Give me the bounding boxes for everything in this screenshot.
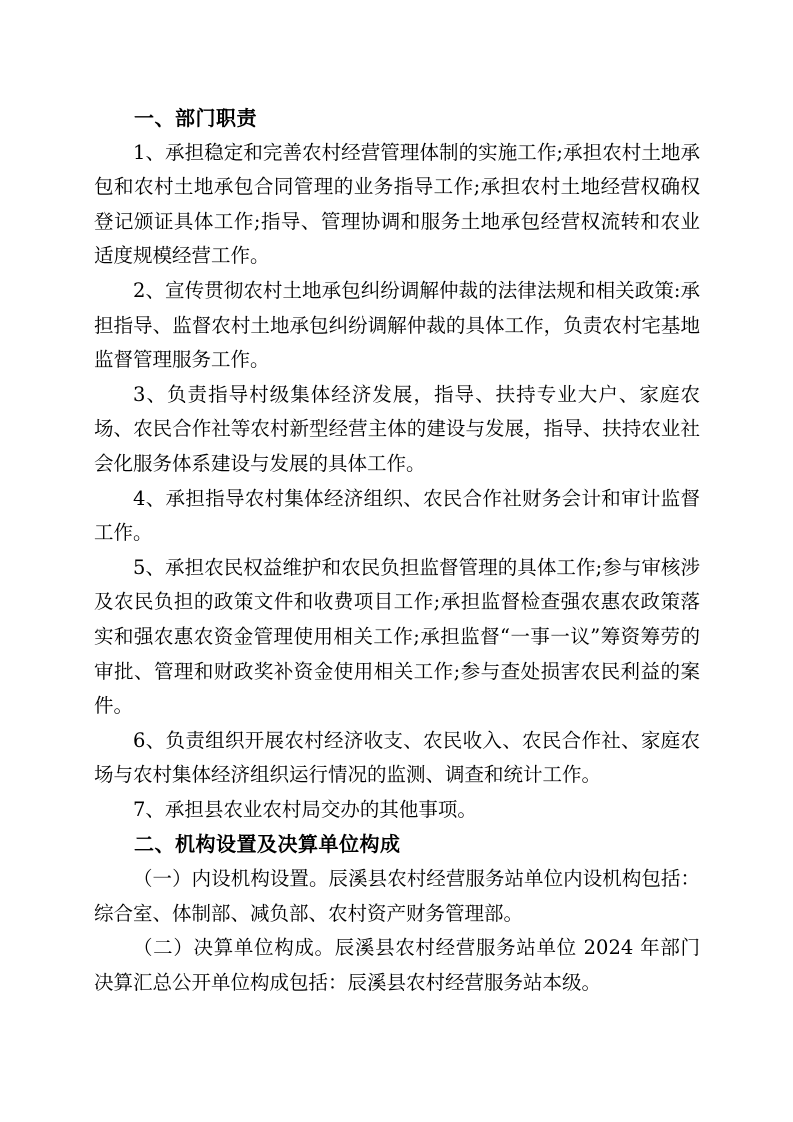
section-heading-organization: 二、机构设置及决算单位构成 (134, 832, 401, 857)
duty-paragraph-4: 4、承担指导农村集体经济组织、农民合作社财务会计和审计监督工作。 (94, 486, 700, 545)
duty-paragraph-1: 1、承担稳定和完善农村经营管理体制的实施工作;承担农村土地承包和农村土地承包合同管理的业务指导工作;承担农村土地经营权确权登记颁证具体工作;指导、管理协调和服务土地承包经营权流转和农业适度规模经营工作。 (94, 140, 700, 268)
duty-paragraph-6: 6、负责组织开展农村经济收支、农民收入、农民合作社、家庭农场与农村集体经济组织运行情况的监测、调查和统计工作。 (94, 728, 700, 787)
document-content (94, 101, 700, 1000)
organization-paragraph-2: （二）决算单位构成。辰溪县农村经营服务站单位 2024 年部门决算汇总公开单位构成包括：辰溪县农村经营服务站本级。 (94, 936, 700, 994)
organization-paragraph-1: （一）内设机构设置。辰溪县农村经营服务站单位内设机构包括：综合室、体制部、减负部、农村资产财务管理部。 (94, 867, 700, 925)
duty-paragraph-7: 7、承担县农业农村局交办的其他事项。 (133, 797, 477, 821)
duty-paragraph-3: 3、负责指导村级集体经济发展，指导、扶持专业大户、家庭农场、农民合作社等农村新型经营主体的建设与发展，指导、扶持农业社会化服务体系建设与发展的具体工作。 (94, 382, 700, 475)
duty-paragraph-5: 5、承担农民权益维护和农民负担监督管理的具体工作;参与审核涉及农民负担的政策文件和收费项目工作;承担监督检查强农惠农政策落实和强农惠农资金管理使用相关工作;承担监督“一事一议”筹资筹劳的审批、管理和财政奖补资金使用相关工作;参与查处损害农民利益的案件。 (94, 555, 700, 718)
section-heading-duties: 一、部门职责 (134, 106, 257, 130)
duty-paragraph-2: 2、宣传贯彻农村土地承包纠纷调解仲裁的法律法规和相关政策:承担指导、监督农村土地承包纠纷调解仲裁的具体工作，负责农村宅基地监督管理服务工作。 (94, 278, 700, 372)
